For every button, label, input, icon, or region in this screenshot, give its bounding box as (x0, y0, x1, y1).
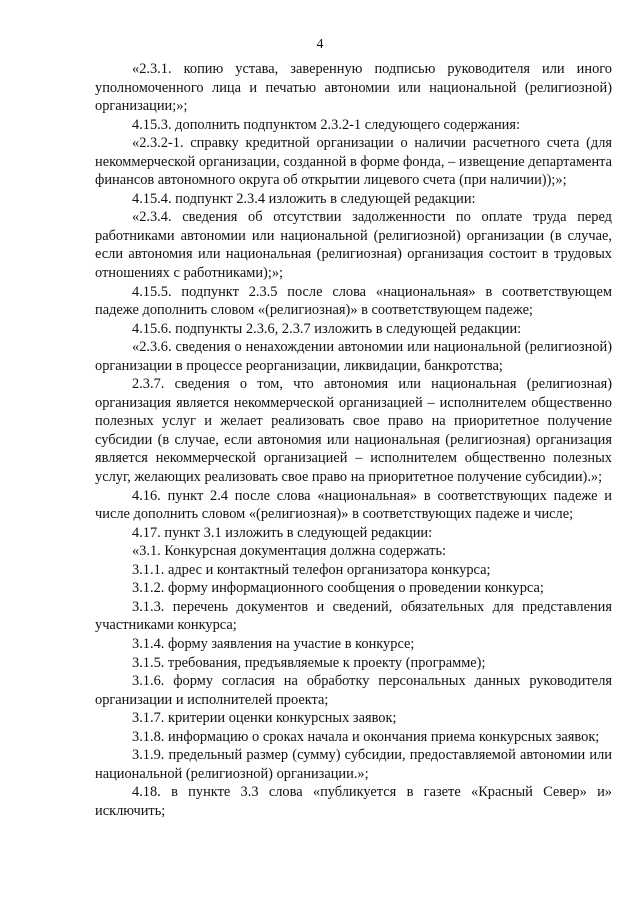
document-body (95, 60, 612, 820)
paragraph: 3.1.7. критерии оценки конкурсных заявок; (132, 710, 397, 727)
paragraph: «3.1. Конкурсная документация должна содержать: (132, 543, 447, 560)
paragraph: 2.3.7. сведения о том, что автономия или национальная (религиозная) организация является некоммерческой организацией – исполнителем общественно полезных услуг и желает реализовать свое право на приоритетное получение субсидии (в случае, если автономия или национальная (религиозная) организация является некоммерческой организацией – исполнителем общественно полезных услуг, желающих реализовать свое право на приоритетное получение субсидии).»; (95, 376, 612, 486)
paragraph: «2.3.4. сведения об отсутствии задолженности по оплате труда перед работниками автономии или национальной (религиозной) организации (в случае, если автономия или национальная (религиозная) организация состоит в трудовых отношениях с работниками);»; (95, 209, 612, 282)
paragraph: «2.3.2-1. справку кредитной организации о наличии расчетного счета (для некоммерческой организации, созданной в форме фонда, – извещение департамента финансов автономного округа об открытии лицевого счета (при наличии));»; (95, 135, 612, 189)
paragraph: 3.1.8. информацию о сроках начала и окончания приема конкурсных заявок; (132, 728, 600, 745)
paragraph: 3.1.1. адрес и контактный телефон организатора конкурса; (132, 561, 491, 578)
paragraph: «2.3.6. сведения о ненахождении автономии или национальной (религиозной) организации в процессе реорганизации, ликвидации, банкротства; (95, 339, 612, 374)
paragraph: 3.1.5. требования, предъявляемые к проекту (программе); (132, 654, 486, 671)
paragraph: 4.15.5. подпункт 2.3.5 после слова «национальная» в соответствующем падеже дополнить словом «(религиозная)» в соответствующем падеже; (95, 283, 612, 319)
paragraph: 3.1.6. форму согласия на обработку персональных данных руководителя организации и исполнителей проекта; (95, 673, 612, 708)
paragraph: 4.15.4. подпункт 2.3.4 изложить в следующей редакции: (132, 190, 476, 207)
paragraph: 3.1.4. форму заявления на участие в конкурсе; (132, 635, 415, 652)
paragraph: 4.18. в пункте 3.3 слова «публикуется в газете «Красный Север» и» исключить; (95, 784, 612, 819)
paragraph: 4.17. пункт 3.1 изложить в следующей редакции: (132, 524, 433, 541)
paragraph: 4.16. пункт 2.4 после слова «национальная» в соответствующих падеже и числе дополнить словом «(религиозная)» в соответствующих падеже и числе; (95, 487, 612, 523)
paragraph: «2.3.1. копию устава, заверенную подписью руководителя или иного уполномоченного лица и печатью автономии или национальной (религиозной) организации;»; (95, 61, 612, 115)
paragraph: 3.1.9. предельный размер (сумму) субсидии, предоставляемой автономии или национальной (религиозной) организации.»; (95, 747, 612, 782)
paragraph: 3.1.3. перечень документов и сведений, обязательных для представления участниками конкурса; (95, 598, 612, 634)
paragraph: 3.1.2. форму информационного сообщения о проведении конкурса; (132, 580, 544, 597)
paragraph: 4.15.3. дополнить подпунктом 2.3.2-1 следующего содержания: (132, 116, 520, 133)
paragraph: 4.15.6. подпункты 2.3.6, 2.3.7 изложить в следующей редакции: (132, 320, 522, 337)
page-number: 4 (316, 37, 324, 52)
